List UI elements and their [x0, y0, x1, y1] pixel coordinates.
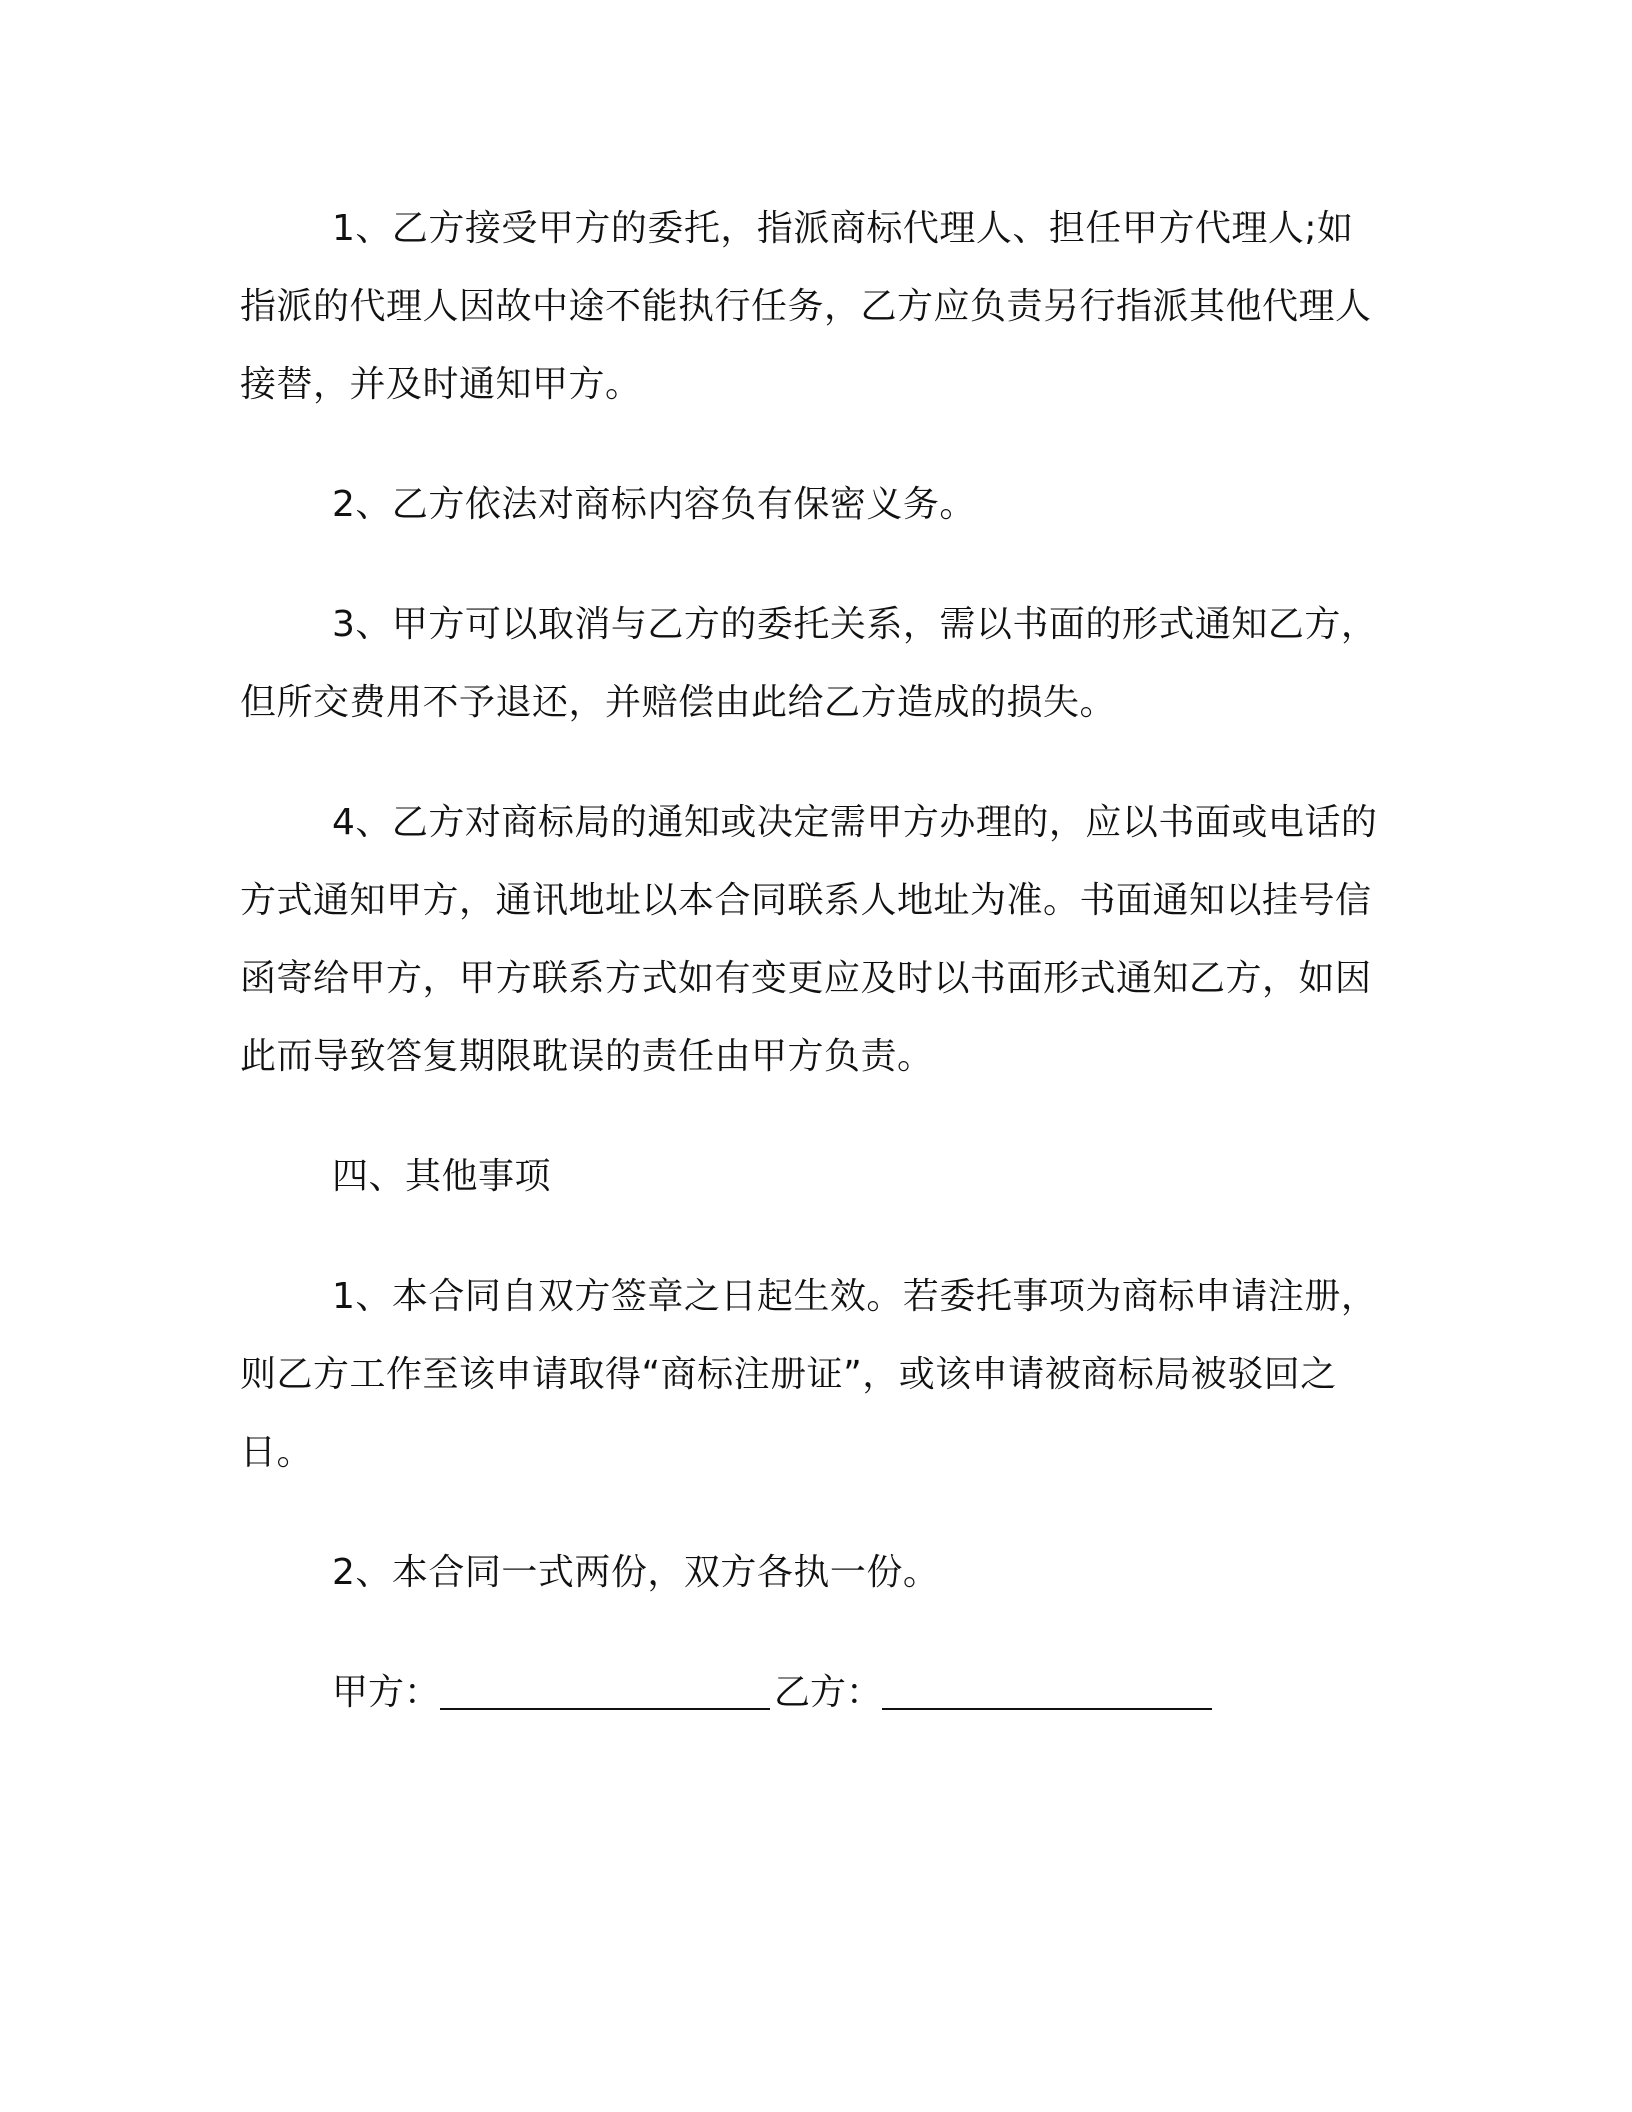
other-clause-2-copies: 2、本合同一式两份，双方各执一份。 [332, 1552, 940, 1593]
document-body [240, 190, 1390, 1732]
party-b-signature-line [882, 1708, 1212, 1710]
other-clause-1-effectiveness: 1、本合同自双方签章之日起生效。若委托事项为商标申请注册，则乙方工作至该申请取得“商标注册证”，或该申请被商标局被驳回之日。 [240, 1276, 1378, 1473]
clause-3-cancellation: 3、甲方可以取消与乙方的委托关系，需以书面的形式通知乙方，但所交费用不予退还，并赔偿由此给乙方造成的损失。 [240, 604, 1378, 723]
section-heading-other-matters: 四、其他事项 [332, 1156, 552, 1197]
party-a-label: 甲方： [332, 1672, 441, 1713]
clause-4-notification: 4、乙方对商标局的通知或决定需甲方办理的，应以书面或电话的方式通知甲方，通讯地址以本合同联系人地址为准。书面通知以挂号信函寄给甲方，甲方联系方式如有变更应及时以书面形式通知乙方，如因此而导致答复期限耽误的责任由甲方负责。 [240, 802, 1378, 1077]
clause-1-agent-assignment: 1、乙方接受甲方的委托，指派商标代理人、担任甲方代理人;如指派的代理人因故中途不能执行任务，乙方应负责另行指派其他代理人接替，并及时通知甲方。 [240, 208, 1372, 405]
party-a-signature-line [440, 1708, 770, 1710]
signature-block [240, 1654, 1390, 1732]
party-b-label: 乙方： [774, 1672, 883, 1713]
clause-2-confidentiality: 2、乙方依法对商标内容负有保密义务。 [332, 484, 976, 525]
